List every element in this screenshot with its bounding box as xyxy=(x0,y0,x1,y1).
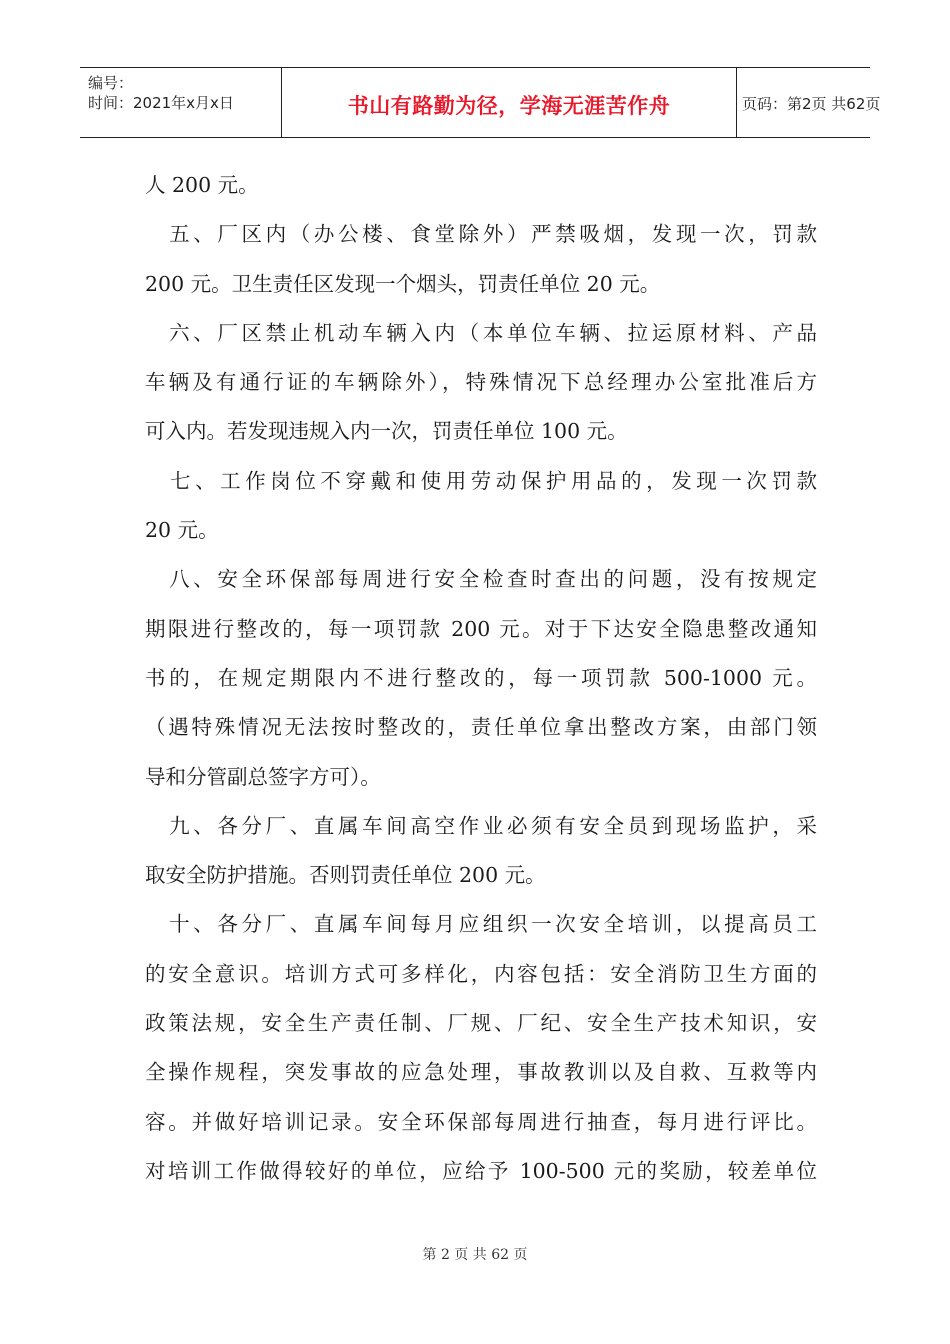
body-line: 20 元。 xyxy=(145,518,219,543)
body-line: 全操作规程，突发事故的应急处理，事故教训以及自救、互救等内 xyxy=(145,1060,817,1085)
body-line: （遇特殊情况无法按时整改的，责任单位拿出整改方案，由部门领 xyxy=(145,715,817,740)
header-page-cell xyxy=(736,68,881,137)
body-line: 人 200 元。 xyxy=(145,173,259,197)
header-motto-cell xyxy=(281,68,737,137)
body-line: 九、各分厂、直属车间高空作业必须有安全员到现场监护，采 xyxy=(145,813,817,838)
body-line: 可入内。若发现违规入内一次，罚责任单位 100 元。 xyxy=(145,419,628,444)
body-line: 五、厂区内（办公楼、食堂除外）严禁吸烟，发现一次，罚款 xyxy=(145,222,817,247)
body-line: 七、工作岗位不穿戴和使用劳动保护用品的，发现一次罚款 xyxy=(145,468,817,493)
body-line: 容。并做好培训记录。安全环保部每周进行抽查，每月进行评比。 xyxy=(145,1109,817,1134)
header-motto: 书山有路勤为径，学海无涯苦作舟 xyxy=(347,94,671,118)
body-line: 取安全防护措施。否则罚责任单位 200 元。 xyxy=(145,863,546,888)
body-line: 导和分管副总签字方可）。 xyxy=(145,764,381,789)
document-body xyxy=(145,161,817,1196)
body-line: 六、厂区禁止机动车辆入内（本单位车辆、拉运原材料、产品 xyxy=(145,320,817,345)
body-line: 政策法规，安全生产责任制、厂规、厂纪、安全生产技术知识，安 xyxy=(145,1011,817,1036)
body-line: 八、安全环保部每周进行安全检查时查出的问题，没有按规定 xyxy=(145,567,817,592)
body-line: 车辆及有通行证的车辆除外），特殊情况下总经理办公室批准后方 xyxy=(145,370,817,395)
page-footer: 第 2 页 共 62 页 xyxy=(422,1247,528,1263)
header-page-info: 页码：第2页 共62页 xyxy=(742,95,881,113)
document-header xyxy=(80,67,881,138)
body-line: 期限进行整改的，每一项罚款 200 元。对于下达安全隐患整改通知 xyxy=(145,616,817,641)
document-number: 编号： xyxy=(88,74,134,92)
document-date: 时间：2021年x月x日 xyxy=(88,94,234,112)
body-line: 200 元。卫生责任区发现一个烟头，罚责任单位 20 元。 xyxy=(145,271,661,296)
header-meta-cell xyxy=(80,68,281,137)
body-line: 的安全意识。培训方式可多样化，内容包括：安全消防卫生方面的 xyxy=(145,961,817,986)
body-line: 十、各分厂、直属车间每月应组织一次安全培训，以提高员工 xyxy=(145,912,817,937)
body-line: 书的，在规定期限内不进行整改的，每一项罚款 500-1000 元。 xyxy=(145,665,817,690)
body-line: 对培训工作做得较好的单位，应给予 100-500 元的奖励，较差单位 xyxy=(145,1158,817,1183)
